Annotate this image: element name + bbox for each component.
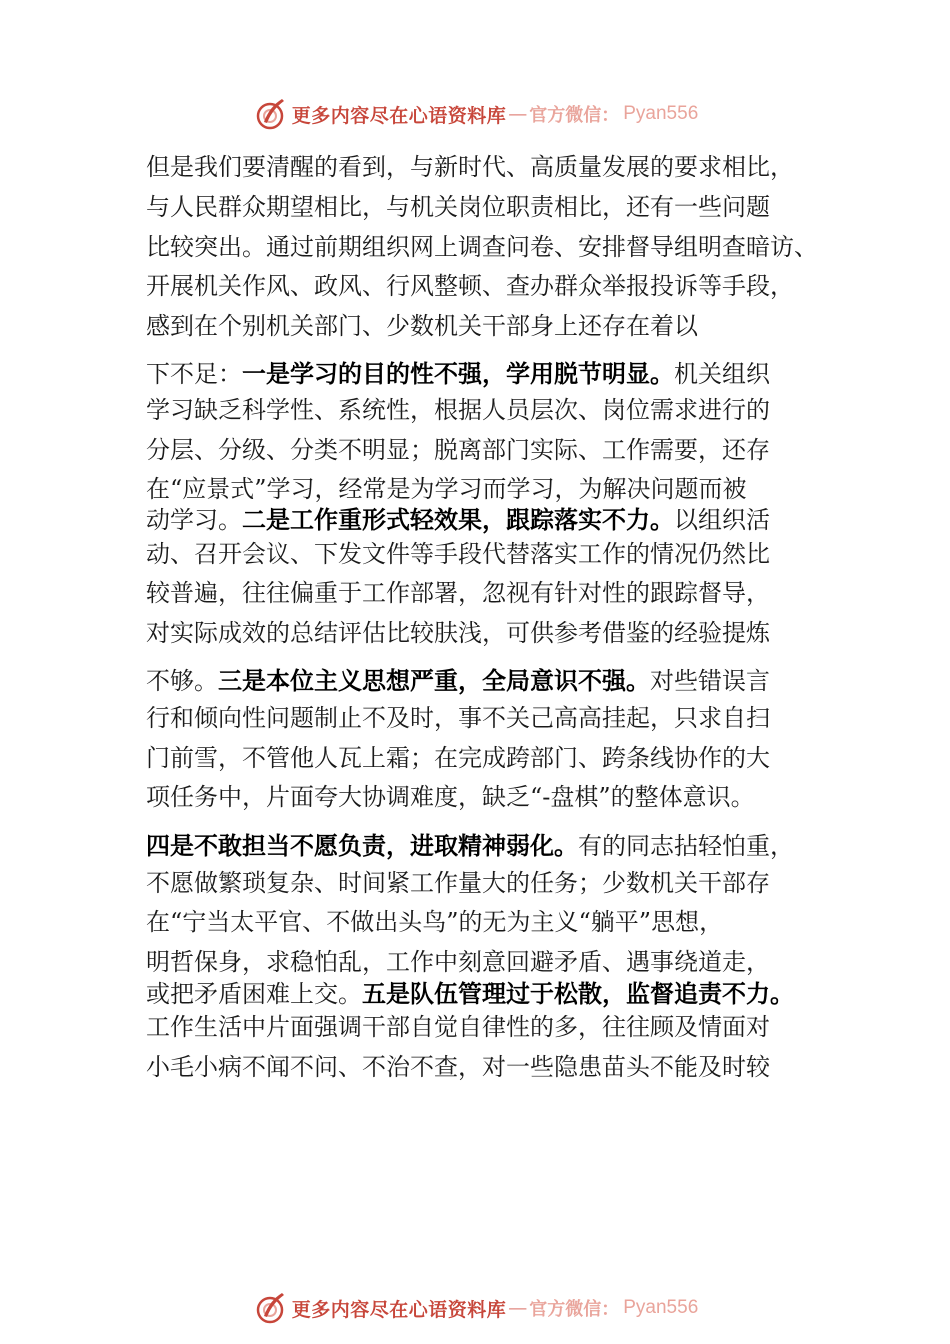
banner-wechat-label: 官方微信： bbox=[529, 105, 620, 126]
text-line bbox=[146, 358, 770, 390]
text-run: 动学习。 bbox=[146, 506, 242, 534]
text-line bbox=[146, 504, 770, 536]
point-heading-4: 四是不敢担当不愿负责，进取精神弱化。 bbox=[146, 832, 578, 860]
text-line: 动、召开会议、下发文件等手段代替落实工作的情况仍然比 bbox=[146, 540, 770, 568]
banner-title: 更多内容尽在心语资料库 bbox=[291, 1298, 507, 1321]
point-heading-3: 三是本位主义思想严重，全局意识不强。 bbox=[218, 667, 650, 695]
text-line: 比较突出。通过前期组织网上调查问卷、安排督导组明查暗访、 bbox=[146, 233, 818, 261]
text-line: 感到在个别机关部门、少数机关干部身上还存在着以 bbox=[146, 312, 698, 340]
text-run: 下不足： bbox=[146, 360, 242, 388]
banner-separator: — bbox=[508, 1297, 528, 1319]
text-line: 行和倾向性问题制止不及时，事不关己高高挂起，只求自扫 bbox=[146, 704, 770, 732]
footer-banner bbox=[0, 1286, 950, 1330]
text-line bbox=[146, 978, 794, 1010]
point-heading-2: 二是工作重形式轻效果，跟踪落实不力。 bbox=[242, 506, 674, 534]
text-line: 学习缺乏科学性、系统性，根据人员层次、岗位需求进行的 bbox=[146, 396, 770, 424]
point-heading-5: 五是队伍管理过于松散，监督追责不力。 bbox=[362, 980, 794, 1008]
banner-title: 更多内容尽在心语资料库 bbox=[291, 104, 507, 127]
banner-separator: — bbox=[508, 103, 528, 125]
text-run: 对些错误言 bbox=[650, 667, 770, 695]
text-run: 有的同志拈轻怕重， bbox=[578, 832, 794, 860]
text-line: 在“应景式”学习，经常是为学习而学习，为解决问题而被 bbox=[146, 475, 747, 503]
text-line: 小毛小病不闻不问、不治不查，对一些隐患苗头不能及时较 bbox=[146, 1053, 770, 1081]
text-line: 对实际成效的总结评估比较肤浅，可供参考借鉴的经验提炼 bbox=[146, 619, 770, 647]
text-line bbox=[146, 665, 770, 697]
text-line: 在“宁当太平官、不做出头鸟”的无为主义“躺平”思想， bbox=[146, 908, 724, 936]
banner-wechat-label: 官方微信： bbox=[529, 1299, 620, 1320]
text-run: 不够。 bbox=[146, 667, 218, 695]
text-line: 门前雪，不管他人瓦上霜；在完成跨部门、跨条线协作的大 bbox=[146, 744, 770, 772]
text-line: 开展机关作风、政风、行风整顿、查办群众举报投诉等手段， bbox=[146, 272, 794, 300]
text-line: 不愿做繁琐复杂、时间紧工作量大的任务；少数机关干部存 bbox=[146, 869, 770, 897]
text-run: 机关组织 bbox=[674, 360, 770, 388]
text-line: 但是我们要清醒的看到，与新时代、高质量发展的要求相比， bbox=[146, 153, 794, 181]
text-line: 工作生活中片面强调干部自觉自律性的多，往往顾及情面对 bbox=[146, 1013, 770, 1041]
point-heading-1: 一是学习的目的性不强，学用脱节明显。 bbox=[242, 360, 674, 388]
text-line: 较普遍，往往偏重于工作部署，忽视有针对性的跟踪督导， bbox=[146, 579, 770, 607]
text-run: 或把矛盾困难上交。 bbox=[146, 980, 362, 1008]
text-line: 项任务中，片面夸大协调难度，缺乏“-盘棋”的整体意识。 bbox=[146, 783, 755, 811]
text-run: 以组织活 bbox=[674, 506, 770, 534]
text-line: 与人民群众期望相比，与机关岗位职责相比，还有一些问题 bbox=[146, 193, 770, 221]
banner-wechat-id: Pyan556 bbox=[623, 1297, 699, 1318]
header-banner bbox=[0, 92, 950, 136]
text-line: 分层、分级、分类不明显；脱离部门实际、工作需要，还存 bbox=[146, 436, 770, 464]
text-line bbox=[146, 830, 794, 862]
quill-seal-logo-icon bbox=[252, 96, 288, 132]
text-line: 明哲保身，求稳怕乱，工作中刻意回避矛盾、遇事绕道走， bbox=[146, 948, 770, 976]
banner-wechat-id: Pyan556 bbox=[623, 103, 699, 124]
quill-seal-logo-icon bbox=[252, 1290, 288, 1326]
